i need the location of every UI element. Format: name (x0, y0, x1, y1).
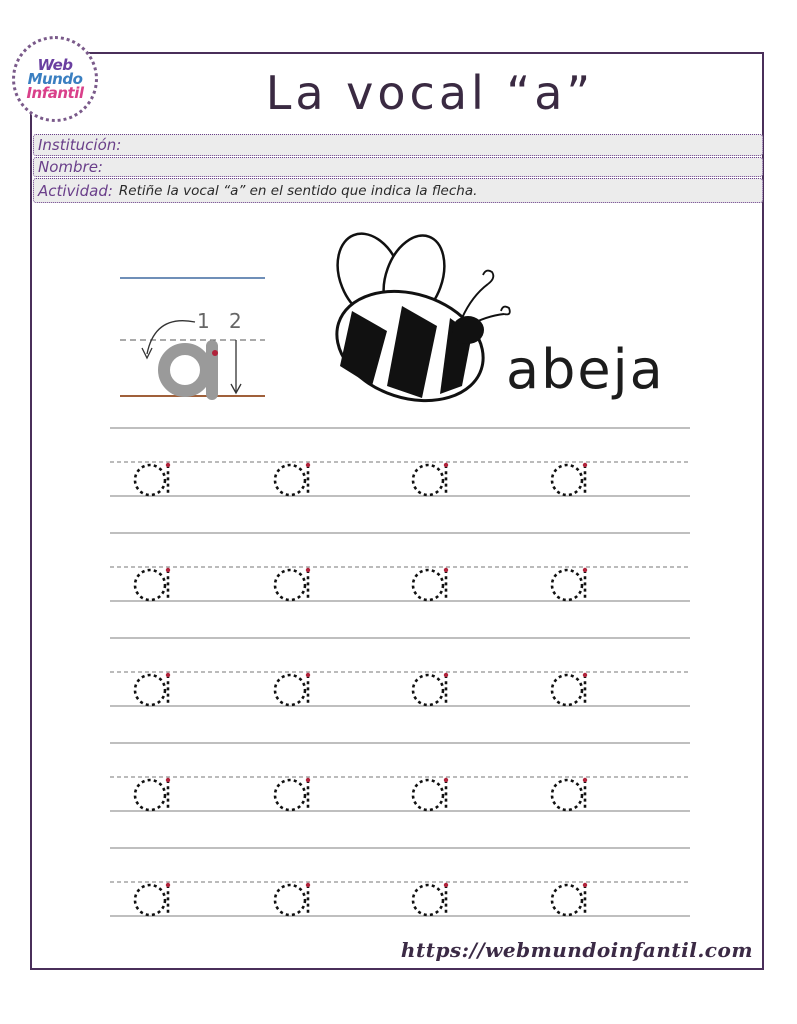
stroke-number-2: 2 (229, 309, 242, 333)
dotted-letter-a[interactable] (413, 883, 448, 915)
logo-line-2: Mundo (27, 70, 83, 88)
web-mundo-infantil-logo[interactable] (12, 36, 98, 122)
actividad-label: Actividad: (38, 181, 113, 200)
start-dot (583, 673, 587, 677)
dotted-letter-a[interactable] (413, 568, 448, 600)
start-dot (444, 463, 448, 467)
start-dot (166, 673, 170, 677)
logo-line-1: Web (37, 56, 73, 74)
dotted-letter-a[interactable] (135, 568, 170, 600)
start-dot (166, 463, 170, 467)
start-dot (583, 463, 587, 467)
dotted-letter-a[interactable] (275, 883, 310, 915)
dotted-letter-a[interactable] (413, 463, 448, 495)
institucion-label: Institución: (38, 136, 122, 154)
start-dot (444, 673, 448, 677)
dotted-letter-a[interactable] (275, 778, 310, 810)
start-dot (583, 778, 587, 782)
start-dot (583, 568, 587, 572)
page-title: La vocal “a” (265, 66, 595, 120)
dotted-letter-a[interactable] (135, 778, 170, 810)
start-dot (306, 883, 310, 887)
logo-line-3: Infantil (26, 84, 84, 102)
start-dot (306, 568, 310, 572)
start-dot (166, 778, 170, 782)
dotted-letter-a[interactable] (275, 463, 310, 495)
dotted-letter-a[interactable] (552, 778, 587, 810)
nombre-label: Nombre: (38, 158, 103, 176)
start-dot (166, 883, 170, 887)
dotted-letter-a[interactable] (413, 778, 448, 810)
start-dot (444, 568, 448, 572)
stroke-number-1: 1 (197, 309, 210, 333)
dotted-letter-a[interactable] (135, 883, 170, 915)
actividad-instruction: Retiñe la vocal “a” en el sentido que indica la flecha. (118, 182, 478, 199)
dotted-letter-a[interactable] (413, 673, 448, 705)
start-dot (444, 883, 448, 887)
dotted-letter-a[interactable] (275, 673, 310, 705)
dotted-letter-a[interactable] (552, 568, 587, 600)
dotted-letter-a[interactable] (552, 673, 587, 705)
dotted-letter-a[interactable] (552, 883, 587, 915)
dotted-letter-a[interactable] (552, 463, 587, 495)
dotted-letter-a[interactable] (275, 568, 310, 600)
example-word: abeja (506, 338, 665, 401)
dotted-letter-a[interactable] (135, 463, 170, 495)
start-dot (306, 778, 310, 782)
start-dot (583, 883, 587, 887)
start-dot (306, 463, 310, 467)
dotted-letter-a[interactable] (135, 673, 170, 705)
start-dot (444, 778, 448, 782)
start-dot (166, 568, 170, 572)
start-dot (306, 673, 310, 677)
footer-url-link[interactable]: https://webmundoinfantil.com (400, 938, 753, 962)
